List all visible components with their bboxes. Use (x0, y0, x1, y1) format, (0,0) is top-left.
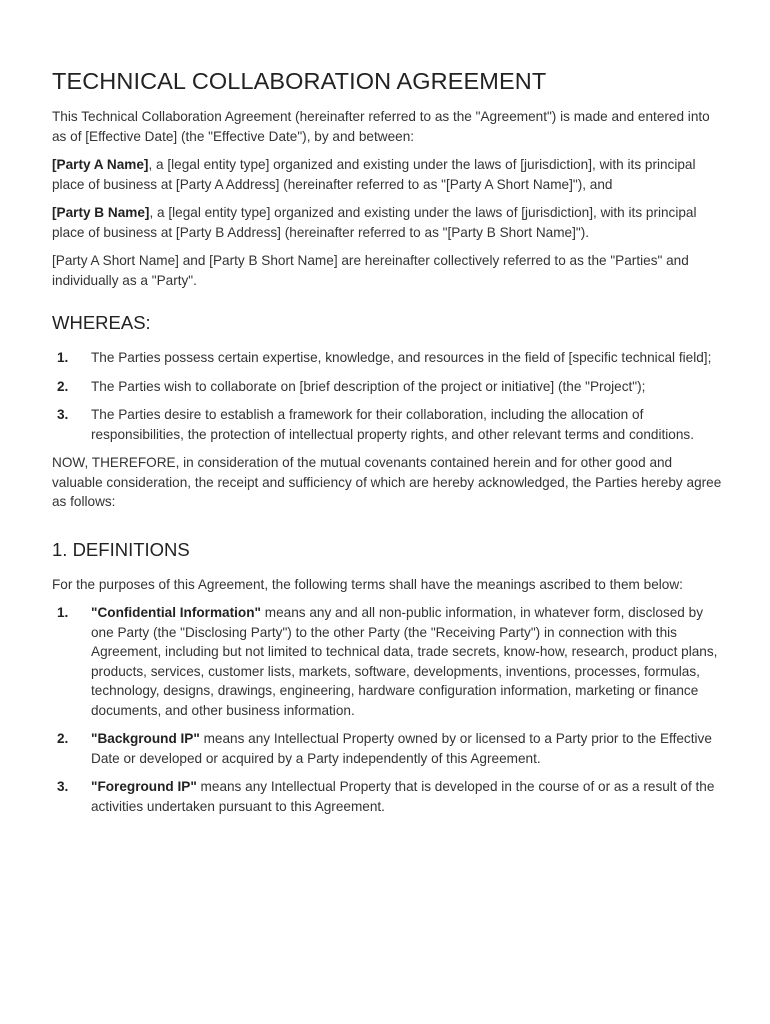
definitions-heading: 1. DEFINITIONS (52, 538, 190, 560)
document-title: TECHNICAL COLLABORATION AGREEMENT (52, 68, 547, 94)
definitions-intro: For the purposes of this Agreement, the following terms shall have the meanings ascribed to them below: (52, 576, 683, 592)
list-item (52, 348, 722, 368)
definition-text: means any Intellectual Property owned by or licensed to a Party prior to the Effective Date or developed or acquired by a Party independently of this Agreement. (91, 731, 712, 766)
intro-paragraph: This Technical Collaboration Agreement (hereinafter referred to as the "Agreement") is made and entered into as of [Effective Date] (the "Effective Date"), by and between: (52, 109, 710, 144)
definition-text: means any and all non-public information, in whatever form, disclosed by one Party (the "Disclosing Party") to the other Party (the "Receiving Party") in connection with this Agreement, including but not limited to technical data, trade secrets, know-how, research, product plans, products, services, customer lists, markets, software, developments, inventions, processes, formulas, technology, designs, drawings, engineering, hardware configuration information, marketing or finance documents, and other business information. (91, 605, 718, 718)
document-page (52, 68, 722, 825)
whereas-heading: WHEREAS: (52, 312, 151, 333)
party-b-name: [Party B Name] (52, 205, 150, 220)
list-item-number: 2. (57, 378, 69, 394)
list-item-number: 1. (57, 350, 69, 365)
party-b-paragraph (52, 203, 722, 242)
definitions-list (52, 603, 722, 816)
party-a-name: [Party A Name] (52, 157, 149, 172)
list-item-text: The Parties possess certain expertise, knowledge, and resources in the field of [specific technical field]; (91, 350, 712, 365)
list-item (52, 603, 722, 720)
list-item (52, 729, 722, 768)
list-item-number: 3. (57, 779, 69, 794)
definition-text: means any Intellectual Property that is developed in the course of or as a result of the activities undertaken pursuant to this Agreement. (91, 779, 715, 814)
definition-term: "Background IP" (91, 731, 200, 746)
list-item (52, 777, 722, 816)
definition-term: "Confidential Information" (91, 605, 261, 620)
party-b-text: , a [legal entity type] organized and existing under the laws of [jurisdiction], with its principal place of business at [Party B Address] (hereinafter referred to as "[Party B Short Name]"). (52, 205, 697, 240)
list-item-text: The Parties wish to collaborate on [brief description of the project or initiative] (the "Project"); (91, 378, 646, 394)
list-item (52, 405, 722, 444)
list-item-number: 2. (57, 731, 69, 746)
party-a-paragraph (52, 155, 722, 194)
parties-note-paragraph: [Party A Short Name] and [Party B Short Name] are hereinafter collectively referred to as the "Parties" and individually as a "Party". (52, 253, 689, 288)
list-item-number: 3. (57, 407, 69, 422)
now-therefore-paragraph: NOW, THEREFORE, in consideration of the mutual covenants contained herein and for other good and valuable consideration, the receipt and sufficiency of which are hereby acknowledged, the Parties hereby agree as follows: (52, 455, 722, 509)
list-item (52, 377, 722, 397)
party-a-text: , a [legal entity type] organized and existing under the laws of [jurisdiction], with its principal place of business at [Party A Address] (hereinafter referred to as "[Party A Short Name]"), and (52, 157, 696, 192)
whereas-list (52, 348, 722, 444)
definition-term: "Foreground IP" (91, 779, 197, 794)
list-item-text: The Parties desire to establish a framework for their collaboration, including the allocation of responsibilities, the protection of intellectual property rights, and other relevant terms and conditions. (91, 407, 694, 442)
list-item-number: 1. (57, 605, 69, 620)
